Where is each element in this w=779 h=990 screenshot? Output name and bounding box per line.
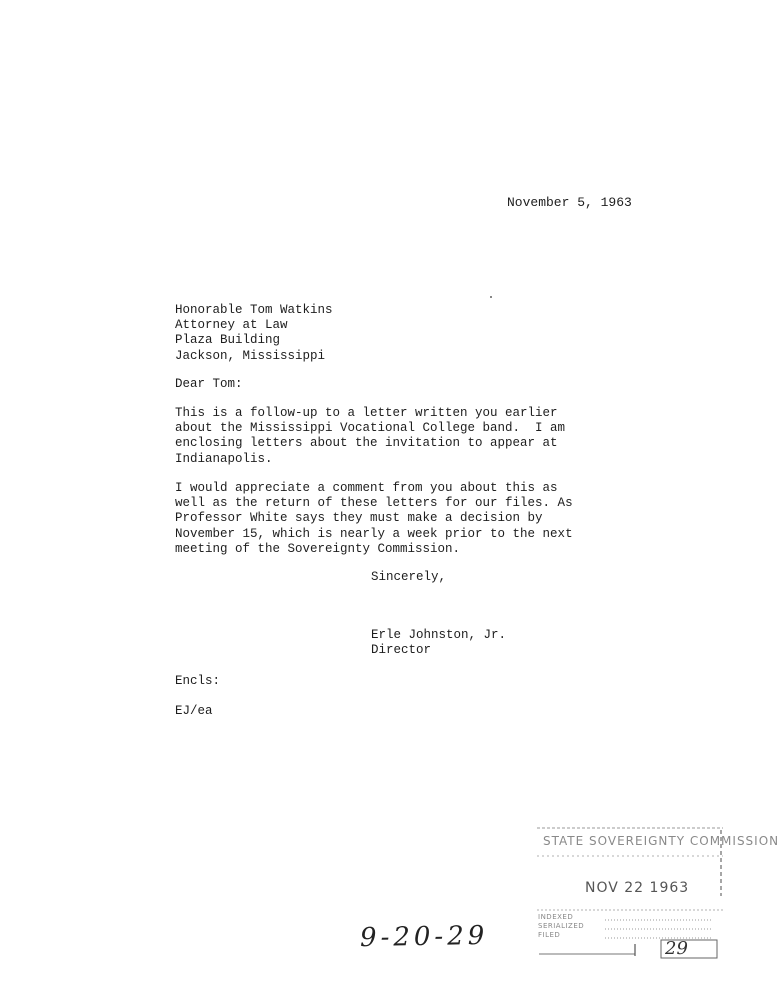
stamp-date: NOV 22 1963 — [585, 880, 690, 896]
recipient-line: Honorable Tom Watkins — [175, 303, 333, 317]
received-stamp — [535, 826, 779, 962]
body-paragraph-1 — [175, 406, 565, 467]
signer-name: Erle Johnston, Jr. — [371, 628, 507, 642]
signature-block — [371, 628, 506, 658]
body-paragraph-2 — [175, 481, 573, 557]
recipient-address — [175, 303, 333, 364]
paragraph-line: Professor White says they must make a decision by — [175, 511, 543, 526]
paragraph-line: This is a follow-up to a letter written you earlier — [175, 406, 558, 420]
typist-initials: EJ/ea — [175, 704, 213, 718]
recipient-line: Plaza Building — [175, 333, 281, 348]
stamp-title: STATE SOVEREIGNTY COMMISSION — [543, 834, 779, 848]
recipient-line: Attorney at Law — [175, 318, 288, 333]
paragraph-line: enclosing letters about the invitation to appear at — [175, 436, 558, 451]
paragraph-line: I would appreciate a comment from you about this as — [175, 481, 558, 495]
paragraph-line: November 15, which is nearly a week prior to the next — [175, 526, 573, 541]
paragraph-line: well as the return of these letters for our files. As — [175, 496, 573, 511]
stamp-row-filed: FILED — [538, 931, 561, 939]
paper-speck — [490, 296, 492, 298]
paragraph-line: about the Mississippi Vocational College band. I am — [175, 421, 566, 436]
signer-title: Director — [371, 643, 432, 658]
handwritten-file-number: 9-20-29 — [359, 920, 489, 954]
closing: Sincerely, — [371, 570, 447, 584]
salutation: Dear Tom: — [175, 377, 243, 391]
letter-date: November 5, 1963 — [507, 195, 632, 210]
paragraph-line: meeting of the Sovereignty Commission. — [175, 541, 461, 556]
paragraph-line: Indianapolis. — [175, 451, 273, 466]
stamp-row-indexed: INDEXED — [538, 913, 574, 921]
enclosures-note: Encls: — [175, 674, 221, 688]
stamp-row-serialized: SERIALIZED — [538, 922, 585, 930]
stamp-handwritten-mark: 29 — [665, 938, 688, 959]
recipient-line: Jackson, Mississippi — [175, 348, 326, 363]
